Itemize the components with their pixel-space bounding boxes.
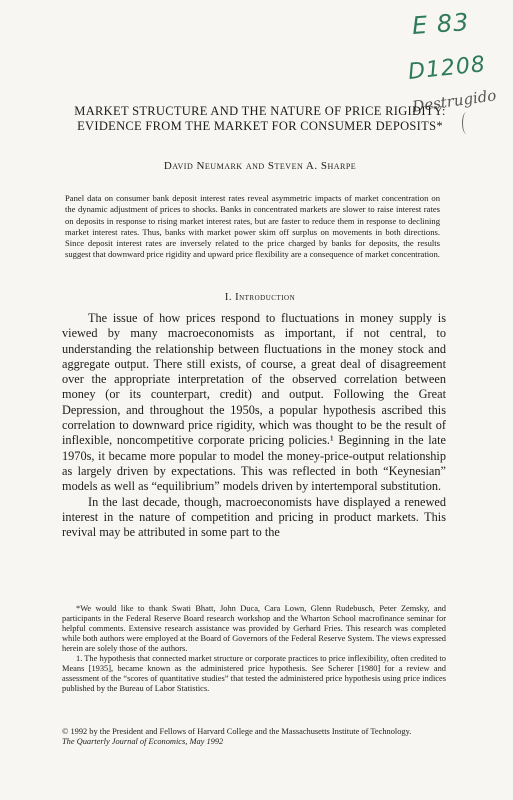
footnote-acknowledgment: *We would like to thank Swati Bhatt, John Duca, Cara Lown, Glenn Rudebusch, Peter Zemsky, and participants in the Federal Reserve Board research workshop and the Wharton School macrofinance seminar for helpful comments. Extensive research assistance was provided by Gerhard Fries. This research was completed while both authors were employed at the Board of Governors of the Federal Reserve System. The views expressed herein are solely those of the authors. [62, 604, 446, 653]
paper-title: MARKET STRUCTURE AND THE NATURE OF PRICE RIGIDITY: EVIDENCE FROM THE MARKET FOR CONSUMER DEPOSITS* [74, 104, 446, 133]
paper-abstract: Panel data on consumer bank deposit interest rates reveal asymmetric impacts of market concentration on the dynamic adjustment of prices to shocks. Banks in concentrated markets are slower to raise interest rates on deposits in response to rising market interest rates, but are faster to reduce them in response to declining market interest rates. Thus, banks with market power skim off surplus on movements in both directions. Since deposit interest rates are inversely related to the price charged by banks for deposits, the results suggest that downward price rigidity and upward price flexibility are a consequence of market concentration. [65, 193, 440, 260]
paragraph: In the last decade, though, macroeconomists have displayed a renewed interest in the nature of competition and pricing in product markets. This revival may be attributed in some part to the [62, 494, 446, 540]
copyright: © 1992 by the President and Fellows of Harvard College and the Massachusetts Institute of Technology. [62, 727, 412, 736]
paper-authors: David Neumark and Steven A. Sharpe [163, 160, 357, 172]
handwritten-bracket [462, 112, 471, 134]
handwritten-code-mid: D1208 [406, 51, 488, 86]
section-heading: I. Introduction [224, 292, 296, 303]
journal-citation: The Quarterly Journal of Economics, May 1992 [62, 737, 224, 746]
copyright-block [62, 727, 446, 747]
footnote-1: 1. The hypothesis that connected market structure or corporate practices to price inflexibility, often credited to Means [1935], became known as the administered price hypothesis. See Scherer [1980] for a review and assessment of the “scores of quantitative studies” that tested the administered price hypothesis using price indices published by the Bureau of Labor Statistics. [62, 654, 446, 693]
footnotes [62, 604, 446, 694]
handwritten-scrawl: Destrugido [411, 86, 498, 116]
paragraph: The issue of how prices respond to fluctuations in money supply is viewed by many macroeconomists as important, if not central, to understanding the relationship between fluctuations in the money stock and aggregate output. There still exists, of course, a great deal of disagreement over the appropriate interpretation of the observed correlation between money (or its counterpart, credit) and output. Following the Great Depression, and throughout the 1950s, a popular hypothesis ascribed this correlation to downward price rigidity, which was thought to be the result of inflexible, noncompetitive corporate pricing policies.¹ Beginning in the late 1970s, it became more popular to model the money-price-output relationship as largely driven by expectations. This was reflected in both “Keynesian” models as well as “equilibrium” models driven by intertemporal substitution. [62, 311, 446, 494]
body-text [62, 311, 446, 540]
handwritten-code-top: E 83 [411, 8, 471, 40]
